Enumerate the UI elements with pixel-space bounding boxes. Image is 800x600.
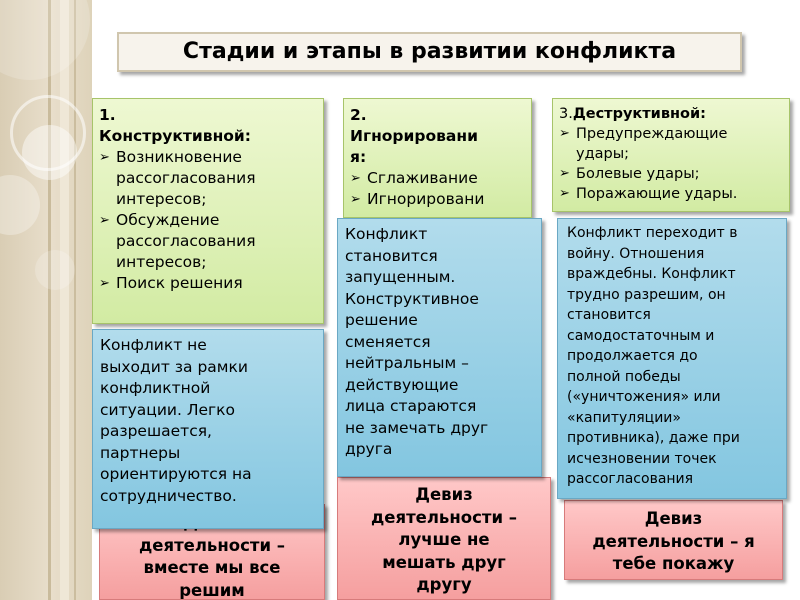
stage-1-motto-line: деятельности – [138,535,286,555]
list-item-text: Обсуждение [116,211,220,229]
stage-3-description-box [557,218,787,499]
stage-2-heading-continued: я: [350,148,367,166]
stage-1-description-line: выходит за рамки [100,357,248,376]
stage-1-description-line: сотрудничество. [100,486,237,505]
stage-2-box [343,98,532,218]
stage-3-motto-line: Девиз [644,509,703,528]
slide-title: Стадии и этапы в развитии конфликта [117,32,742,72]
stage-3-description-line: рассогласования [567,471,694,487]
list-item-text: интересов; [116,190,207,208]
stage-2-description-line: нейтральным – [345,354,469,372]
list-item-text: Сглаживание [367,169,478,187]
list-item [99,147,317,210]
stage-3-list [559,124,783,204]
arrow-bullet-icon: ➢ [350,171,361,186]
stage-2-description-line: действующие [345,375,459,394]
stage-2-motto-line: Девиз [415,485,473,504]
stage-3-description-line: становится [567,307,651,323]
stage-2-motto-line: лучше не [398,530,490,549]
stage-3-description-line: противника), даже при [567,430,740,446]
stage-2-description-line: Конструктивное [345,289,479,308]
stage-2-description-line: становится [345,246,438,265]
stage-3-description-line: «капитуляции» [567,409,681,426]
arrow-bullet-icon: ➢ [99,276,110,291]
arrow-bullet-icon: ➢ [99,150,110,165]
list-item-text: удары; [576,146,630,162]
stage-1-description-line: разрешается, [100,422,212,440]
stage-2-description-line: Конфликт [345,225,428,243]
stage-3-description-line: продолжается до [567,348,698,364]
stage-3-description-line: полной победы [567,368,681,385]
stage-2-motto-line: другу [416,575,472,594]
stage-2-list [350,168,525,210]
list-item [559,184,783,204]
list-item-text: Предупреждающие [576,126,728,142]
stage-2-heading: Игнорировани [350,127,478,145]
stage-3-description-line: Конфликт переходит в [567,225,738,241]
list-item [559,124,783,164]
stage-3-description-line: враждебны. Конфликт [567,266,736,282]
stage-3-motto-box [564,500,783,580]
stage-3-number: 3. [559,106,573,122]
stage-3-heading-line [559,104,783,124]
arrow-bullet-icon: ➢ [559,126,570,141]
stage-2-description-line: лица стараются [345,397,477,415]
stage-3-description-line: исчезновении точек [567,450,717,467]
arrow-bullet-icon: ➢ [559,186,570,201]
list-item [350,168,525,189]
stage-1-description-line: ориентируются на [100,465,252,483]
list-item [99,210,317,273]
stage-2-number: 2. [350,106,367,124]
stage-3-description-line: («уничтожения» или [567,389,721,405]
list-item-text: Поражающие удары. [576,186,738,202]
arrow-bullet-icon: ➢ [99,213,110,228]
list-item [99,273,317,294]
stage-2-description-line: не замечать друг [345,418,489,437]
stage-3-heading: Деструктивной: [572,106,706,122]
stage-1-description-line: Конфликт не [100,336,207,354]
list-item-text: рассогласования [116,169,256,187]
stage-3-box [552,98,790,212]
stage-1-description-box [92,329,324,529]
list-item-text: рассогласования [116,232,256,250]
stage-3-motto-line: деятельности – я [592,531,755,551]
stage-1-description-line: ситуации. Легко [100,400,236,419]
list-item-text: Болевые удары; [576,166,700,182]
stage-2-motto-line: мешать друг [382,552,506,572]
stage-1-box [92,98,324,324]
stage-2-motto-line: деятельности – [370,507,518,527]
stage-1-number: 1. [99,106,116,124]
stage-1-heading: Конструктивной: [99,127,251,145]
stage-1-description-line: партнеры [100,443,181,462]
stage-1-motto-line: решим [179,580,245,600]
list-item [559,164,783,184]
list-item-text: Поиск решения [116,274,243,292]
list-item-text: Возникновение [116,148,242,166]
stage-1-motto-line: вместе мы все [143,558,281,577]
stage-1-list [99,147,317,294]
stage-3-description-line: войну. Отношения [567,245,705,262]
decorative-sidebar [0,0,92,600]
stage-3-description-line: самодостаточным и [567,327,715,344]
stage-2-description-box [337,218,542,477]
list-item-text: интересов; [116,253,207,271]
stage-3-motto-line: тебе покажу [612,554,735,573]
stage-1-description-line: конфликтной [100,379,211,397]
stage-3-description-line: трудно разрешим, он [567,286,726,303]
stage-2-description-line: решение [345,311,418,329]
stage-2-motto-box [337,477,551,600]
list-item [350,189,525,210]
stage-2-description-line: друга [345,440,393,458]
stage-2-description-line: сменяется [345,332,431,351]
stage-2-description-line: запущенным. [345,268,456,286]
list-item-text: Игнорировани [367,190,485,208]
arrow-bullet-icon: ➢ [559,166,570,181]
arrow-bullet-icon: ➢ [350,192,361,207]
